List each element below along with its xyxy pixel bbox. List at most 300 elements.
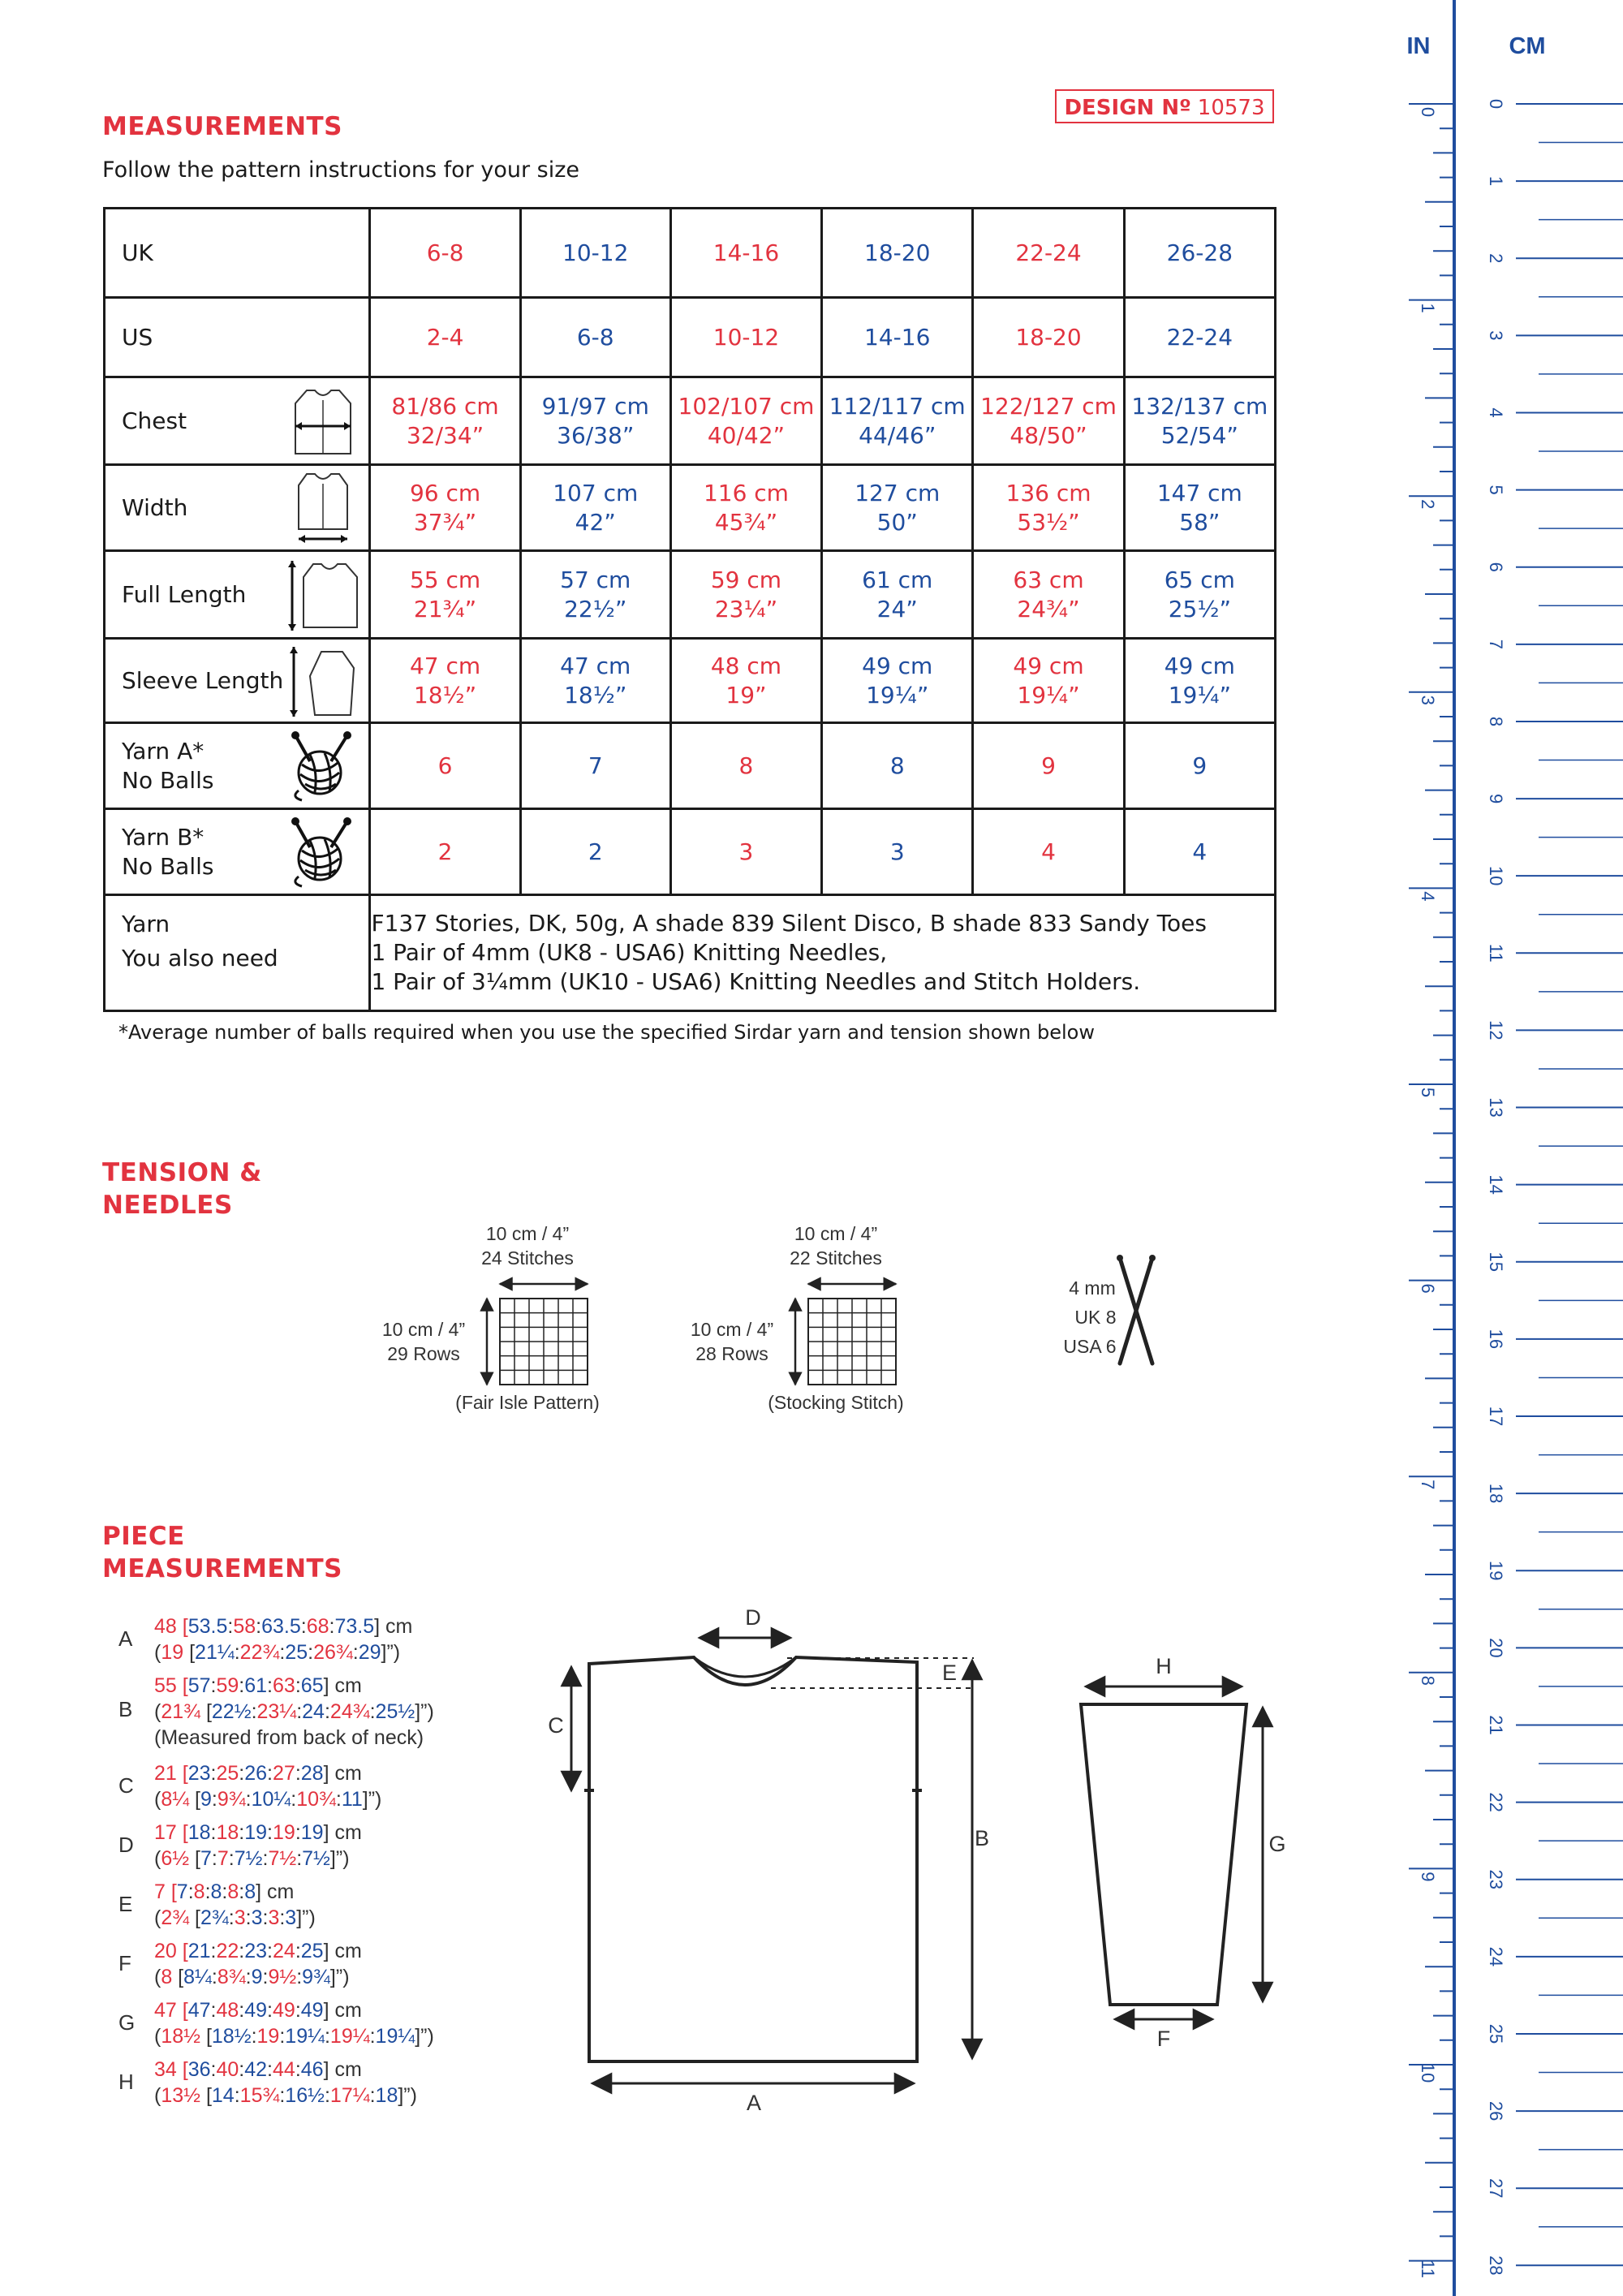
measurement-segment: 53.5 <box>187 1615 228 1638</box>
row-label: Yarn B* <box>122 823 204 851</box>
size-value-cell: 6-8 <box>520 298 670 377</box>
measurement-segment: 34 [ <box>154 2058 188 2081</box>
measurement-segment: 23 <box>187 1762 211 1785</box>
measurement-segment: ]”) <box>296 1906 316 1929</box>
size-value: 61 cm <box>862 566 933 593</box>
measurement-segment: : <box>239 1999 245 2022</box>
piece-measurement-item <box>118 1999 476 2058</box>
table-row <box>105 465 1276 551</box>
row-label-sub: No Balls <box>122 852 214 880</box>
row-label-cell <box>105 551 370 639</box>
measurement-segment: : <box>262 1906 269 1929</box>
yarn-info-row <box>105 895 1276 1011</box>
piece-measurement-inches <box>154 1788 381 1811</box>
measurement-segment: 9¾ <box>302 1966 330 1988</box>
ruler-inch-number: 10 <box>1418 2062 1438 2083</box>
gauge-caption: (Fair Isle Pattern) <box>455 1392 600 1413</box>
measurement-segment: 7 <box>200 1847 212 1870</box>
size-value: 127 cm <box>855 479 941 506</box>
measurement-segment: : <box>222 1880 228 1903</box>
measurement-segment: 10¾ <box>296 1788 336 1811</box>
piece-letter: A <box>118 1626 133 1651</box>
measurement-segment: 7 <box>217 1847 229 1870</box>
piece-measurement-cm <box>154 1762 362 1786</box>
measurement-segment: 3 <box>268 1906 280 1929</box>
measurement-segment: : <box>187 1880 194 1903</box>
measurement-segment: : <box>239 1821 245 1844</box>
measurement-segment: 25 <box>300 1940 324 1962</box>
ruler-inch-number: 11 <box>1418 2259 1438 2279</box>
measurement-table <box>103 207 1276 1012</box>
size-value: 37¾” <box>413 508 477 536</box>
yarn-detail-line: 1 Pair of 4mm (UK8 - USA6) Knitting Needles, <box>371 939 888 966</box>
size-value-cell <box>370 639 520 723</box>
tension-heading-line1: TENSION & <box>102 1158 262 1187</box>
size-value: 53½” <box>1017 508 1080 536</box>
piece-letter: E <box>118 1892 133 1916</box>
measurement-segment: 58 <box>233 1615 256 1638</box>
measurement-segment: 23¼ <box>256 1700 297 1723</box>
label-c: C <box>548 1713 564 1738</box>
measurement-segment: : <box>239 1880 245 1903</box>
measurement-segment: : <box>295 1762 301 1785</box>
measurement-segment: 17 [ <box>154 1821 188 1844</box>
measurement-segment: : <box>239 1940 245 1962</box>
piece-letter: D <box>118 1833 134 1857</box>
size-value-cell: 3 <box>822 809 973 895</box>
size-value-cell: 4 <box>973 809 1124 895</box>
yarn-details-cell <box>370 895 1276 1011</box>
ruler-cm-number: 26 <box>1486 2100 1506 2122</box>
piece-measurement-cm <box>154 1674 362 1698</box>
size-value-cell <box>822 551 973 639</box>
size-value-cell: 9 <box>973 723 1124 809</box>
measurement-segment: 57 <box>187 1674 211 1697</box>
size-value: 19¼” <box>866 681 929 709</box>
measurement-segment: 19 <box>244 1821 268 1844</box>
measurement-segment: : <box>295 1674 301 1697</box>
ruler-cm-number: 0 <box>1486 98 1506 110</box>
measurement-segment: 24 <box>273 1940 295 1962</box>
measurement-segment: ] cm <box>323 2058 362 2081</box>
measurement-segment: 18 <box>187 1821 211 1844</box>
measurement-segment: 17¼ <box>329 2084 370 2107</box>
measurement-segment: 29 <box>358 1641 381 1664</box>
measurement-segment: 13½ <box>161 2084 200 2107</box>
gauge-caption: (Stocking Stitch) <box>768 1392 904 1413</box>
ruler-cm-number: 24 <box>1486 1946 1506 1967</box>
ruler-cm-number: 6 <box>1486 562 1506 572</box>
measurement-segment: 8¼ <box>183 1966 212 1988</box>
measurement-segment: 27 <box>273 1762 295 1785</box>
measurement-segment: ] cm <box>256 1880 295 1903</box>
size-value-cell <box>1124 551 1275 639</box>
measurement-segment: ]”) <box>415 2025 434 2048</box>
size-value: 52/54” <box>1160 421 1238 449</box>
size-value-cell: 2 <box>370 809 520 895</box>
label-h: H <box>1156 1654 1172 1678</box>
ruler-cm-number: 11 <box>1486 943 1506 963</box>
piece-measurement-inches <box>154 1700 434 1724</box>
needle-size-uk: UK 8 <box>1074 1307 1117 1328</box>
measurement-segment: 8 <box>244 1880 256 1903</box>
measurement-segment: 8¼ <box>161 1788 190 1811</box>
ruler-cm-number: 8 <box>1486 716 1506 727</box>
ruler-inch-number: 8 <box>1418 1675 1438 1686</box>
size-value: 48/50” <box>1010 421 1087 449</box>
measurement-segment: : <box>210 1940 217 1962</box>
measurement-segment: [ <box>200 1700 212 1723</box>
measurement-segment: : <box>210 2058 217 2081</box>
measurement-segment: ]”) <box>398 2084 417 2107</box>
measurement-segment: 7 [ <box>154 1880 177 1903</box>
measurement-segment: ( <box>154 2084 161 2107</box>
measurement-segment: 26 <box>244 1762 268 1785</box>
size-value-cell <box>670 465 821 551</box>
piece-letter: F <box>118 1951 131 1975</box>
measurement-segment: 18 <box>216 1821 239 1844</box>
measurement-segment: 18½ <box>211 2025 252 2048</box>
measurement-segment: : <box>239 1674 245 1697</box>
size-value-cell: 10-12 <box>520 209 670 298</box>
measurement-segment: : <box>234 2084 240 2107</box>
table-row <box>105 639 1276 723</box>
table-row <box>105 209 1276 298</box>
piece-measurement-cm <box>154 1940 362 1963</box>
measurement-segment: ( <box>154 1847 161 1870</box>
table-row <box>105 809 1276 895</box>
piece-measurement-item <box>118 2058 476 2117</box>
row-label: UK <box>122 239 153 266</box>
size-value-cell <box>1124 377 1275 465</box>
measurement-segment: ] cm <box>323 1762 362 1785</box>
measurement-segment: 36 <box>187 2058 211 2081</box>
measurement-segment: : <box>267 2058 273 2081</box>
size-value: 18½” <box>413 681 477 709</box>
measurement-segment: 16½ <box>285 2084 325 2107</box>
measurement-segment: [ <box>200 2084 212 2107</box>
schematic-diagram <box>519 1599 1331 2134</box>
gauge-stitches-label: 22 Stitches <box>790 1247 882 1269</box>
measurement-segment: : <box>324 2084 330 2107</box>
measurement-segment: : <box>267 1821 273 1844</box>
measurement-segment: 24 <box>302 1700 325 1723</box>
row-label: Width <box>122 493 188 521</box>
size-value-cell: 14-16 <box>670 209 821 298</box>
measurement-segment: : <box>296 1847 303 1870</box>
measurement-segment: 15¾ <box>239 2084 280 2107</box>
measurement-segment: ( <box>154 2025 161 2048</box>
measurement-segment: [ <box>200 2025 212 2048</box>
measurement-segment: : <box>245 1966 252 1988</box>
size-value: 132/137 cm <box>1131 392 1268 420</box>
measurement-segment: 49 <box>273 1999 295 2022</box>
measurement-segment: 19 <box>273 1821 295 1844</box>
size-value-cell <box>973 639 1124 723</box>
size-value: 96 cm <box>409 479 481 506</box>
measurement-segment: 20 [ <box>154 1940 188 1962</box>
size-value: 55 cm <box>409 566 481 593</box>
gauge-rows-label: 29 Rows <box>387 1343 460 1364</box>
ruler-inch-number: 5 <box>1418 1087 1438 1098</box>
size-value: 23¼” <box>714 595 778 622</box>
size-value-cell: 2-4 <box>370 298 520 377</box>
size-value: 122/127 cm <box>980 392 1117 420</box>
row-label-cell <box>105 723 370 809</box>
measurement-segment: 22¾ <box>239 1641 280 1664</box>
measurement-segment: 2¾ <box>161 1906 190 1929</box>
measurement-segment: 48 <box>216 1999 239 2022</box>
measurement-segment: 8 <box>193 1880 205 1903</box>
measurement-segment: 73.5 <box>334 1615 375 1638</box>
measurement-segment: 46 <box>300 2058 324 2081</box>
measurement-segment: : <box>210 1821 217 1844</box>
measurement-segment: : <box>262 1847 269 1870</box>
measurement-segment: 26¾ <box>313 1641 353 1664</box>
measurement-segment: : <box>324 2025 330 2048</box>
measurement-segment: : <box>228 1906 235 1929</box>
size-value: 18½” <box>564 681 627 709</box>
measurement-segment: 63.5 <box>261 1615 301 1638</box>
row-label-sub: No Balls <box>122 766 214 794</box>
measurement-segment: : <box>291 1788 297 1811</box>
piece-measurement-item <box>118 1762 476 1821</box>
yarn-detail-line: F137 Stories, DK, 50g, A shade 839 Silent Disco, B shade 833 Sandy Toes <box>371 910 1207 937</box>
piece-measurement-cm <box>154 1999 362 2022</box>
piece-measurement-item <box>118 1880 476 1940</box>
measurement-segment: 68 <box>306 1615 329 1638</box>
size-value: 102/107 cm <box>678 392 815 420</box>
size-value-cell: 2 <box>520 809 670 895</box>
size-value: 59 cm <box>710 566 782 593</box>
measurement-segment: : <box>267 1940 273 1962</box>
piece-measurement-item <box>118 1615 476 1674</box>
measurement-segment: : <box>262 1966 269 1988</box>
size-value: 47 cm <box>560 652 631 679</box>
measurement-segment: 18½ <box>161 2025 200 2048</box>
yarn-label-cell <box>105 895 370 1011</box>
measurement-segment: : <box>295 1821 301 1844</box>
measurement-segment: 25½ <box>375 1700 415 1723</box>
ruler-cm-number: 28 <box>1486 2255 1506 2276</box>
piece-heading-line1: PIECE <box>102 1522 185 1551</box>
measurement-segment: 21¼ <box>195 1641 235 1664</box>
measurement-segment: 10¼ <box>251 1788 291 1811</box>
size-value-cell: 3 <box>670 809 821 895</box>
ruler-inch-number: 6 <box>1418 1283 1438 1294</box>
piece-measurement-inches <box>154 2025 434 2048</box>
size-value-cell: 26-28 <box>1124 209 1275 298</box>
ruler-cm-number: 18 <box>1486 1483 1506 1504</box>
size-value-cell <box>822 639 973 723</box>
measurement-segment: : <box>227 1615 234 1638</box>
size-value: 21¾” <box>413 595 477 622</box>
piece-measurement-inches <box>154 1641 400 1665</box>
measurement-segment: : <box>267 1762 273 1785</box>
size-value: 48 cm <box>710 652 782 679</box>
measurement-segment: : <box>329 1615 335 1638</box>
measurement-segment: : <box>295 2058 301 2081</box>
design-number-box <box>1055 89 1274 123</box>
size-value: 65 cm <box>1164 566 1235 593</box>
size-value: 19¼” <box>1168 681 1231 709</box>
measurement-segment: : <box>256 1615 262 1638</box>
measurements-heading: MEASUREMENTS <box>102 112 343 141</box>
measurement-segment: : <box>279 2084 286 2107</box>
size-value-cell <box>973 465 1124 551</box>
measurement-segment: 21¾ <box>161 1700 200 1723</box>
piece-measurement-list <box>118 1615 476 2117</box>
measurement-segment: ] cm <box>323 1821 362 1844</box>
row-label: Full Length <box>122 580 247 608</box>
measurement-segment: 7 <box>176 1880 188 1903</box>
table-row <box>105 551 1276 639</box>
measurement-segment: 8 <box>161 1966 173 1988</box>
gauge-rows-label: 28 Rows <box>695 1343 768 1364</box>
ruler-cm-number: 12 <box>1486 1020 1506 1040</box>
size-value-cell <box>973 377 1124 465</box>
measurement-segment: : <box>210 1999 217 2022</box>
piece-measurement-inches <box>154 2084 417 2108</box>
size-value: 19” <box>725 681 767 709</box>
row-label-cell <box>105 809 370 895</box>
sleeve-piece-outline <box>1081 1704 1246 2005</box>
size-value-cell <box>370 377 520 465</box>
measurement-segment: : <box>369 2025 376 2048</box>
ruler-inch-number: 7 <box>1418 1480 1438 1490</box>
measurement-segment: : <box>251 2025 257 2048</box>
size-value: 22½” <box>564 595 627 622</box>
piece-measurement-note: (Measured from back of neck) <box>154 1726 424 1749</box>
piece-measurement-cm <box>154 1880 294 1904</box>
measurement-segment: 19 <box>256 2025 280 2048</box>
size-value-cell: 22-24 <box>1124 298 1275 377</box>
measurement-segment: 23 <box>244 1940 268 1962</box>
measurement-segment: ] cm <box>374 1615 413 1638</box>
size-value-cell <box>822 377 973 465</box>
yarn-label: You also need <box>122 945 278 971</box>
ruler-cm-number: 13 <box>1486 1097 1506 1118</box>
size-value-cell <box>520 465 670 551</box>
piece-letter: B <box>118 1697 133 1721</box>
measurement-segment: 9¾ <box>217 1788 246 1811</box>
measurement-segment: ] cm <box>323 1999 362 2022</box>
label-d: D <box>745 1605 761 1630</box>
gauge-width-label: 10 cm / 4” <box>794 1223 878 1244</box>
ruler-cm-number: 1 <box>1486 175 1506 187</box>
measurement-segment: [ <box>172 1966 184 1988</box>
measurement-segment: 9 <box>251 1966 263 1988</box>
measurement-segment: : <box>296 1700 303 1723</box>
measurement-segment: 22½ <box>211 1700 252 1723</box>
measurement-segment: 40 <box>216 2058 239 2081</box>
body-piece-outline <box>589 1657 917 2061</box>
measurement-segment: : <box>211 1847 217 1870</box>
size-value: 45¾” <box>714 508 778 536</box>
measurement-segment: : <box>279 1906 286 1929</box>
measurement-segment: 55 [ <box>154 1674 188 1697</box>
measurement-segment: 63 <box>273 1674 295 1697</box>
measurement-segment: : <box>308 1641 314 1664</box>
ruler-cm-number: 10 <box>1486 865 1506 886</box>
measurement-segment: : <box>267 1674 273 1697</box>
piece-measurement-inches <box>154 1847 350 1871</box>
measurement-segment: ( <box>154 1641 161 1664</box>
piece-measurements-heading <box>102 1520 342 1585</box>
measurement-segment: 8 <box>227 1880 239 1903</box>
measurement-segment: ]”) <box>329 1966 350 1988</box>
measurement-segment: : <box>300 1615 307 1638</box>
measurement-segment: ( <box>154 1906 161 1929</box>
measurement-segment: : <box>204 1880 211 1903</box>
ruler-inch-number: 2 <box>1418 499 1438 510</box>
measurement-segment: 44 <box>273 2058 295 2081</box>
measurement-segment: : <box>295 1940 301 1962</box>
size-value: 19¼” <box>1017 681 1080 709</box>
piece-heading-line2: MEASUREMENTS <box>102 1554 343 1583</box>
measurement-segment: 7½ <box>234 1847 263 1870</box>
size-value-cell: 7 <box>520 723 670 809</box>
measurement-segment: : <box>210 1762 217 1785</box>
piece-measurement-cm <box>154 1615 412 1639</box>
ruler-in-label: IN <box>1406 33 1431 59</box>
size-value-cell: 8 <box>822 723 973 809</box>
ruler-cm-number: 17 <box>1486 1406 1506 1427</box>
measurement-segment: : <box>279 1641 286 1664</box>
size-value-cell: 9 <box>1124 723 1275 809</box>
needle-size-mm: 4 mm <box>1069 1277 1116 1299</box>
measurement-segment: 19¼ <box>329 2025 370 2048</box>
gauge-stocking-stitch <box>691 1223 904 1413</box>
gauge-height-label: 10 cm / 4” <box>381 1319 466 1340</box>
size-value: 24¾” <box>1017 595 1080 622</box>
measurement-segment: : <box>228 1847 235 1870</box>
measurement-segment: 8 <box>210 1880 222 1903</box>
gauge-height-label: 10 cm / 4” <box>690 1319 774 1340</box>
ruler-cm-number: 4 <box>1486 407 1506 418</box>
measurement-segment: 65 <box>300 1674 324 1697</box>
size-value-cell: 4 <box>1124 809 1275 895</box>
ruler-cm-number: 21 <box>1486 1715 1506 1735</box>
size-value: 58” <box>1179 508 1220 536</box>
size-value-cell <box>670 551 821 639</box>
measurement-segment: ] cm <box>323 1940 362 1962</box>
table-row <box>105 298 1276 377</box>
measurement-segment: 42 <box>244 2058 268 2081</box>
measurement-segment: 3 <box>251 1906 263 1929</box>
measurement-segment: 3 <box>234 1906 246 1929</box>
ruler-cm-number: 20 <box>1486 1638 1506 1658</box>
measurement-segment: 6½ <box>161 1847 190 1870</box>
measurement-segment: 19 <box>300 1821 324 1844</box>
size-value: 112/117 cm <box>829 392 966 420</box>
row-label: Sleeve Length <box>122 666 284 694</box>
ruler-inch-number: 4 <box>1418 891 1438 902</box>
size-value-cell: 10-12 <box>670 298 821 377</box>
row-label: Chest <box>122 407 187 434</box>
tension-heading <box>102 1157 262 1221</box>
measurement-segment: 59 <box>216 1674 239 1697</box>
ruler-cm-number: 27 <box>1486 2178 1506 2199</box>
row-label: US <box>122 323 153 351</box>
ruler-inch-number: 1 <box>1418 303 1438 313</box>
subtitle: Follow the pattern instructions for your size <box>102 157 580 183</box>
yarn-label: Yarn <box>122 911 170 937</box>
piece-letter: H <box>118 2070 134 2094</box>
measurement-segment: ] cm <box>323 1674 362 1697</box>
tension-gauges <box>357 1217 1266 1428</box>
measurement-segment: : <box>352 1641 359 1664</box>
